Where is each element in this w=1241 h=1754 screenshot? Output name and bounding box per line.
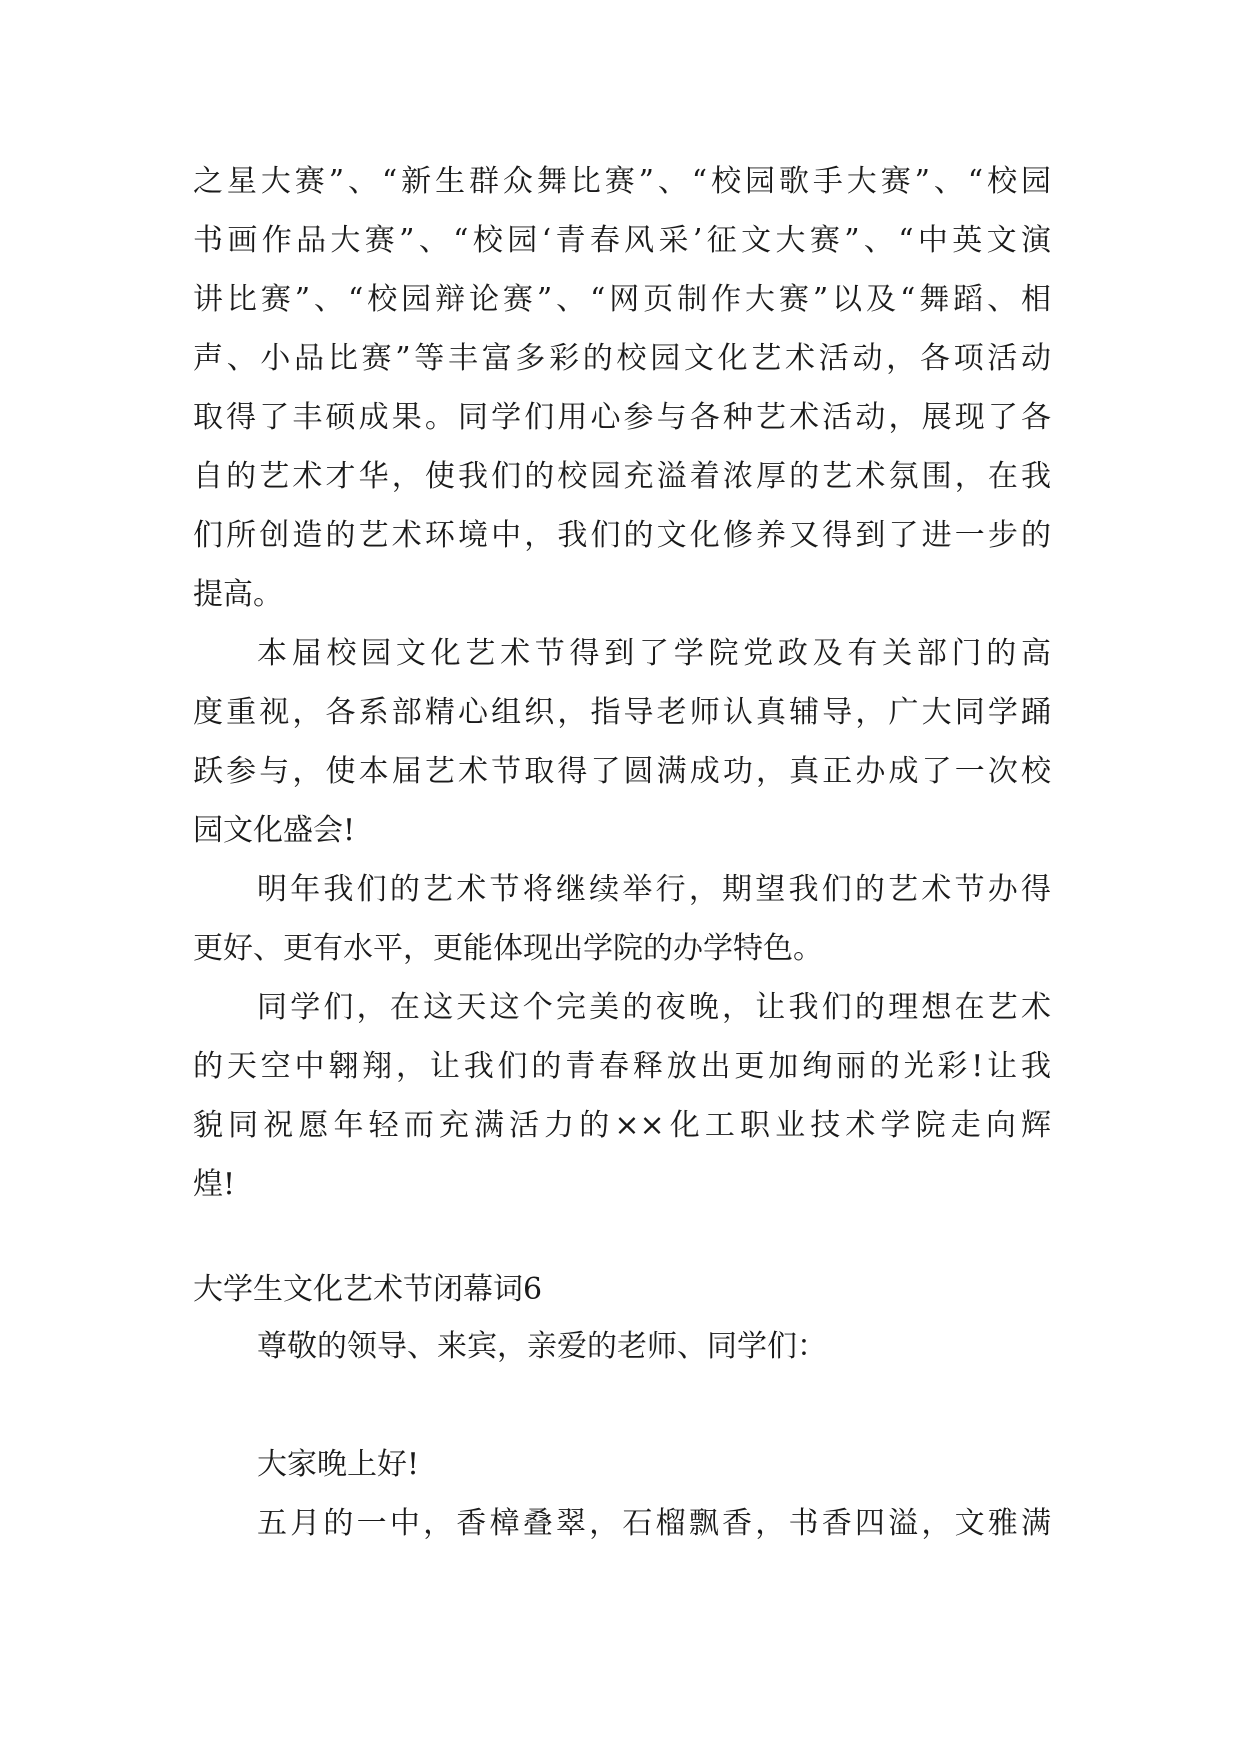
text-line: 同学们，在这天这个完美的夜晚，让我们的理想在艺术 xyxy=(257,990,1051,1025)
text-line: 更好、更有水平，更能体现出学院的办学特色。 xyxy=(193,931,823,966)
text-line: 们所创造的艺术环境中，我们的文化修养又得到了进一步的 xyxy=(193,518,1051,553)
text-line: 五月的一中，香樟叠翠，石榴飘香，书香四溢，文雅满 xyxy=(257,1506,1051,1541)
text-line: 明年我们的艺术节将继续举行，期望我们的艺术节办得 xyxy=(257,872,1051,907)
text-line: 声、小品比赛”等丰富多彩的校园文化艺术活动，各项活动 xyxy=(193,341,1051,376)
text-line: 本届校园文化艺术节得到了学院党政及有关部门的高 xyxy=(257,636,1051,671)
text-line: 讲比赛”、“校园辩论赛”、“网页制作大赛”以及“舞蹈、相 xyxy=(193,282,1051,317)
text-line: 园文化盛会! xyxy=(193,813,356,848)
text-line: 貌同祝愿年轻而充满活力的××化工职业技术学院走向辉 xyxy=(193,1108,1051,1143)
section-heading: 大学生文化艺术节闭幕词6 xyxy=(193,1272,543,1307)
text-line: 的天空中翱翔，让我们的青春释放出更加绚丽的光彩!让我 xyxy=(193,1049,1051,1084)
greeting-line: 尊敬的领导、来宾，亲爱的老师、同学们： xyxy=(257,1329,827,1364)
text-line: 书画作品大赛”、“校园‘青春风采’征文大赛”、“中英文演 xyxy=(193,223,1051,258)
text-line: 度重视，各系部精心组织，指导老师认真辅导，广大同学踊 xyxy=(193,695,1051,730)
text-line: 跃参与，使本届艺术节取得了圆满成功，真正办成了一次校 xyxy=(193,754,1051,789)
text-line: 取得了丰硕成果。同学们用心参与各种艺术活动，展现了各 xyxy=(193,400,1051,435)
text-line: 自的艺术才华，使我们的校园充溢着浓厚的艺术氛围，在我 xyxy=(193,459,1051,494)
text-line: 煌! xyxy=(193,1167,236,1202)
text-line: 之星大赛”、“新生群众舞比赛”、“校园歌手大赛”、“校园 xyxy=(193,164,1051,199)
salute-line: 大家晚上好! xyxy=(257,1447,420,1482)
text-line: 提高。 xyxy=(193,577,283,612)
